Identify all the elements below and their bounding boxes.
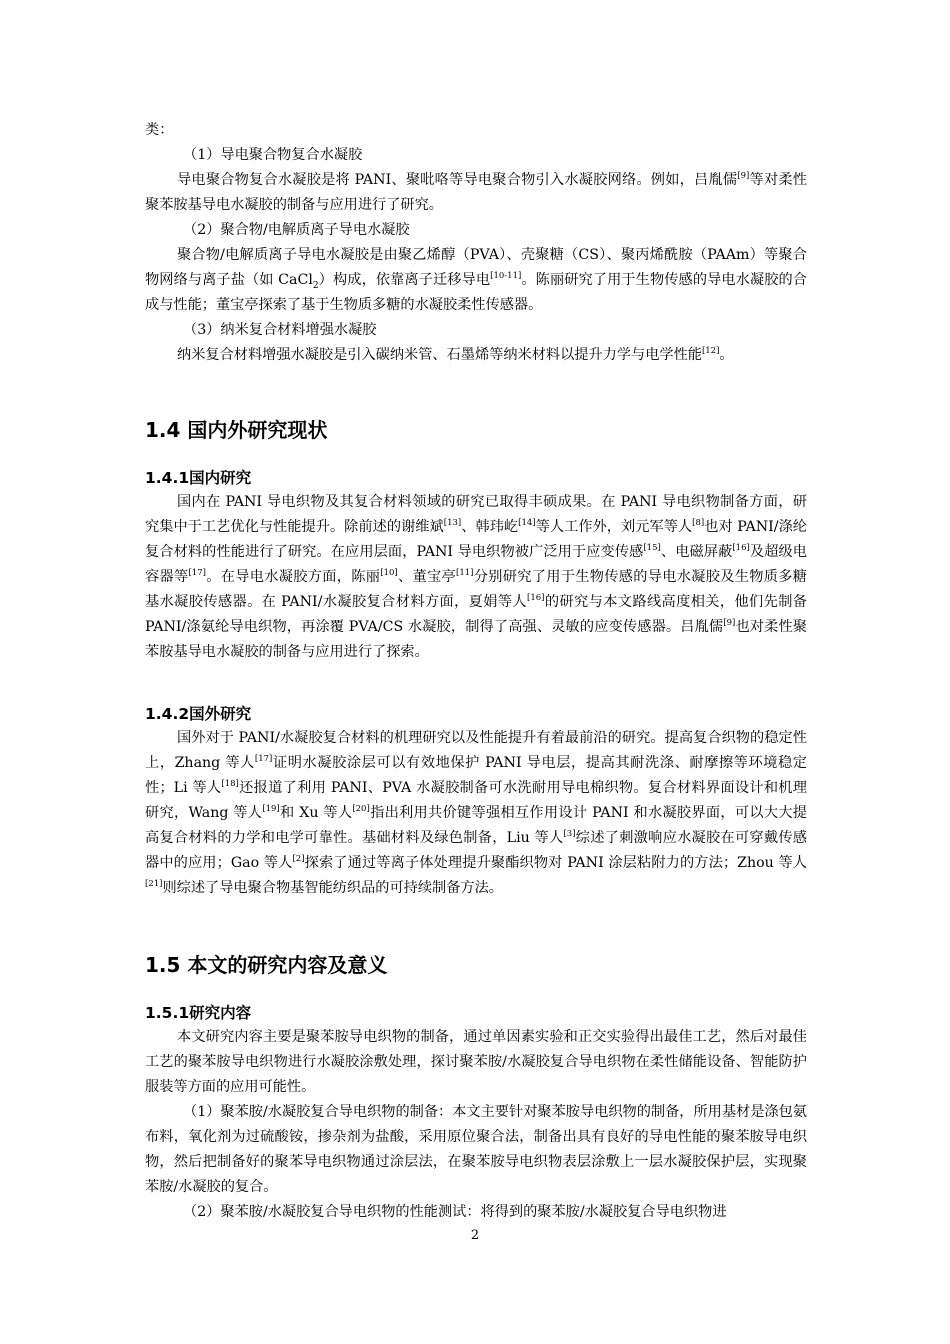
citation-ref: [10] [380, 568, 398, 578]
text-run: 。 [719, 347, 734, 363]
citation-ref: [2] [292, 854, 305, 864]
text-run: （1）聚苯胺/水凝胶复合导电织物的制备：本文主要针对聚苯胺导电织物的制备，所用基材是涤包氨布料，氧化剂为过硫酸铵，掺杂剂为盐酸，采用原位聚合法，制备出具有良好的导电性能的聚苯胺导电织物，然后把制备好的聚苯导电织物通过涂层法，在聚苯胺导电织物表层涂敷上一层水凝胶保护层，实现聚苯胺/水凝胶的复合。 [145, 1104, 807, 1195]
text-run: 指出利用共价键等强相互作用设计 PANI 和水凝胶界面，可以大大提高复合材料的力学和电学可靠性。基础材料及绿色制备，Liu 等人 [145, 805, 807, 846]
citation-ref: [14] [518, 518, 536, 528]
text-run: ）构成，依靠离子迁移导电 [318, 272, 491, 288]
heading-1 [145, 143, 807, 168]
subsection-1-4-2 [145, 702, 251, 724]
citation-ref: [10-11] [490, 271, 522, 281]
text-run: （1）导电聚合物复合水凝胶 [183, 147, 363, 163]
citation-ref: [17] [188, 568, 206, 578]
text-run: 国内在 PANI 导电织物及其复合材料领域的研究已取得丰硕成果。在 PANI 导电织物制备方面，研究集中于工艺优化与性能提升。除前述的谢维斌 [145, 494, 807, 535]
citation-ref: [3] [563, 829, 576, 839]
para-1 [145, 168, 807, 218]
citation-ref: [20] [352, 804, 370, 814]
text-run: 也对柔性聚苯胺基导电水凝胶的制备与应用进行了探索。 [145, 619, 807, 660]
text-run: 等人工作外，刘元军等人 [535, 519, 693, 535]
text-run: 1.5.1研究内容 [145, 1004, 252, 1022]
citation-ref: [18] [221, 779, 239, 789]
para-2 [145, 243, 807, 318]
text-run: 也对 PANI/涤纶复合材料的性能进行了研究。在应用层面，PANI 导电织物被广泛用于应变传感 [145, 519, 807, 560]
citation-ref: [9] [737, 171, 750, 181]
text-run: 1.5 本文的研究内容及意义 [145, 953, 388, 977]
text-run: 分别研究了用于生物传感的导电水凝胶及生物质多糖基水凝胶传感器。在 PANI/水凝胶复合材料方面，夏娟等人 [145, 569, 807, 610]
citation-ref: [16] [527, 593, 545, 603]
para-6 [145, 1025, 807, 1100]
text-run: 及超级电容器等 [145, 544, 807, 585]
citation-ref: [13] [443, 518, 462, 528]
section-1-4 [145, 414, 327, 443]
text-run: 则综述了导电聚合物基智能纺织品的可持续制备方法。 [162, 880, 503, 896]
citation-ref: [9] [723, 618, 736, 628]
text-run: 。在导电水凝胶方面，陈丽 [205, 569, 381, 585]
para-3 [145, 343, 807, 368]
citation-ref: [8] [692, 518, 705, 528]
text-run: 等对柔性聚苯胺基导电水凝胶的制备与应用进行了研究。 [145, 172, 807, 213]
citation-ref: [12] [701, 346, 720, 356]
text-run: 、董宝亭 [397, 569, 457, 585]
para-4 [145, 490, 807, 665]
subsection-1-5-1 [145, 1001, 251, 1023]
page-number: 2 [470, 1228, 480, 1243]
text-run: 1.4.1国内研究 [145, 469, 252, 487]
text-run: 1.4.2国外研究 [145, 705, 252, 723]
text-run: 、电磁屏蔽 [660, 544, 733, 560]
para-7 [145, 1100, 807, 1200]
citation-ref: [21] [145, 879, 163, 889]
subsection-1-4-1 [145, 466, 251, 488]
para-8 [145, 1200, 807, 1225]
citation-ref: [15] [643, 543, 661, 553]
section-1-5 [145, 949, 387, 978]
text-run: 本文研究内容主要是聚苯胺导电织物的制备，通过单因素实验和正交实验得出最佳工艺，然后对最佳工艺的聚苯胺导电织物进行水凝胶涂敷处理，探讨聚苯胺/水凝胶复合导电织物在柔性储能设备、智能防护服装等方面的应用可能性。 [145, 1029, 807, 1095]
text-run: 类： [145, 122, 174, 138]
text-run: 聚合物/电解质离子导电水凝胶是由聚乙烯醇（PVA）、壳聚糖（CS）、聚丙烯酰胺（PAAm）等聚合物网络与离子盐（如 CaCl [145, 247, 807, 288]
citation-ref: [17] [254, 754, 273, 764]
text-run: 和 Xu 等人 [279, 805, 353, 821]
text-run: 的研究与本文路线高度相关，他们先制备 PANI/涤氨纶导电织物，再涂覆 PVA/CS 水凝胶，制得了高强、灵敏的应变传感器。吕胤儒 [145, 594, 807, 635]
text-run: 证明水凝胶涂层可以有效地保护 PANI 导电层，提高其耐洗涤、耐摩擦等环境稳定性；Li 等人 [145, 755, 807, 796]
text-run: 国外对于 PANI/水凝胶复合材料的机理研究以及性能提升有着最前沿的研究。提高复合织物的稳定性上，Zhang 等人 [145, 730, 807, 771]
text-run: 还报道了利用 PANI、PVA 水凝胶制备可水洗耐用导电棉织物。复合材料界面设计和机理研究，Wang 等人 [145, 780, 807, 821]
text-run: 。陈丽研究了用于生物传感的导电水凝胶的合成与性能；董宝亭探索了基于生物质多糖的水凝胶柔性传感器。 [145, 272, 807, 313]
text-run: （2）聚合物/电解质离子导电水凝胶 [183, 222, 410, 238]
citation-ref: [11] [456, 568, 474, 578]
text-run: 探索了通过等离子体处理提升聚酯织物对 PANI 涂层粘附力的方法；Zhou 等人 [304, 855, 807, 871]
citation-ref: [19] [262, 804, 280, 814]
text-run: （3）纳米复合材料增强水凝胶 [183, 322, 377, 338]
text-run: 纳米复合材料增强水凝胶是引入碳纳米管、石墨烯等纳米材料以提升力学与电学性能 [177, 347, 702, 363]
text-run: 导电聚合物复合水凝胶是将 PANI、聚吡咯等导电聚合物引入水凝胶网络。例如，吕胤儒 [177, 172, 738, 188]
heading-3 [145, 318, 807, 343]
subscript: 2 [312, 280, 319, 291]
text-run: 1.4 国内外研究现状 [145, 418, 328, 442]
text-run: 综述了刺激响应水凝胶在可穿戴传感器中的应用；Gao 等人 [145, 830, 807, 871]
cont-lei [145, 118, 807, 143]
citation-ref: [16] [732, 543, 750, 553]
text-run: 、韩玮屹 [461, 519, 519, 535]
heading-2 [145, 218, 807, 243]
para-5 [145, 726, 807, 901]
text-run: （2）聚苯胺/水凝胶复合导电织物的性能测试：将得到的聚苯胺/水凝胶复合导电织物进 [183, 1204, 727, 1220]
